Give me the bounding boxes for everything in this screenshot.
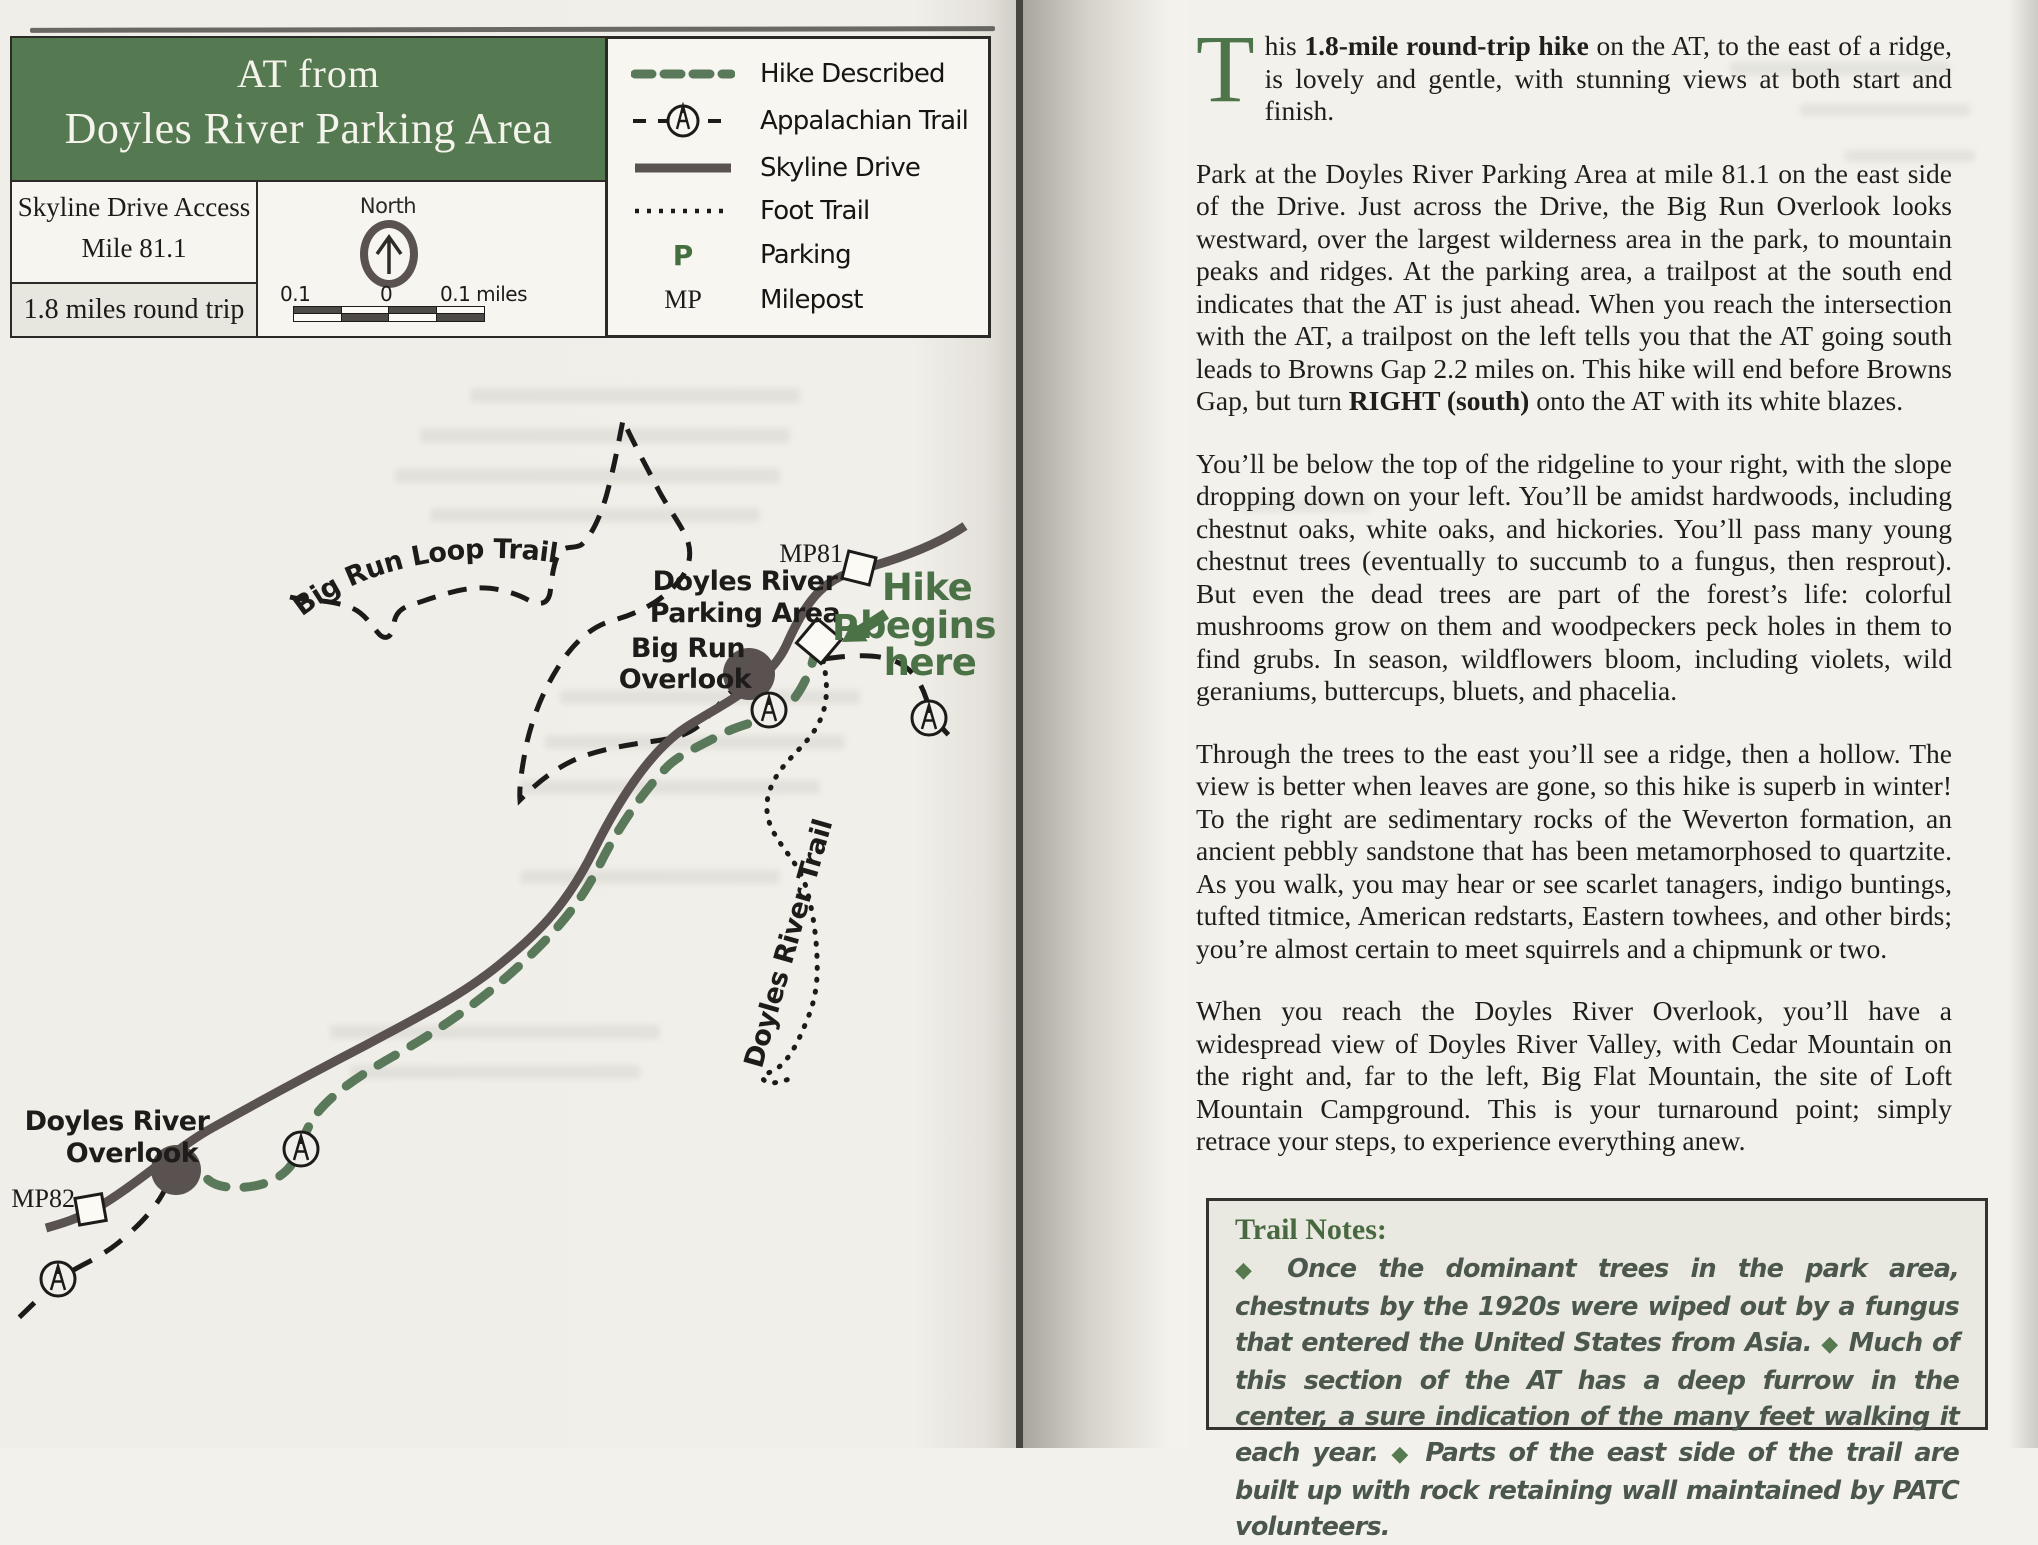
- scale-bar: [293, 306, 485, 322]
- access-info-cell: [10, 180, 258, 284]
- page-gutter-edge: [1016, 0, 1023, 1448]
- page-right-edge-shadow: [2008, 0, 2038, 1448]
- doyles-river-overlook-label-line2: Overlook: [65, 1138, 199, 1169]
- scan-artifact-top-line: [30, 26, 995, 33]
- trail-notes-text: [1235, 1251, 1959, 1545]
- foot-trail-line-icon: [624, 206, 742, 216]
- distance-cell: 1.8 miles round trip: [10, 282, 258, 338]
- drop-cap: T: [1196, 15, 1255, 122]
- paragraph-turnaround: When you reach the Doyles River Overlook, you’ll have a widespread view of Doyles River Valley, with Cedar Mountain on the right and, far to the left, Big Flat Mountain, the site of Loft Mountain Campground. This is your turnaround point; simply retrace your steps, to experience everything anew.: [1196, 995, 1952, 1156]
- legend-item-skyline-drive: Skyline Drive: [624, 153, 988, 183]
- at-marker-icon: [752, 693, 786, 727]
- trail-note-item: Parts of the east side of the trail are built up with rock retaining wall maintained by PATC volunteers.: [1235, 1438, 1960, 1542]
- legend-item-hike-described: Hike Described: [624, 59, 988, 89]
- big-run-loop-trail-label: Big Run Loop Trail: [287, 533, 560, 623]
- parking-area-label-line2: Parking Area: [649, 598, 841, 629]
- scale-center-label: 0: [380, 282, 393, 306]
- access-line2: Mile 81.1: [81, 233, 187, 263]
- milepost-82-label: MP82: [11, 1184, 75, 1213]
- big-run-overlook-label-line1: Big Run: [630, 633, 746, 664]
- milepost-81-label: MP81: [779, 539, 843, 568]
- legend-item-parking: P Parking: [672, 238, 851, 272]
- legend-item-foot-trail: Foot Trail: [624, 196, 988, 226]
- hike-described-path: [204, 644, 817, 1187]
- hike-described-line-icon: [624, 67, 742, 81]
- doyles-river-trail-label: Doyles River Trail: [738, 815, 840, 1072]
- trail-note-item: Much of this section of the AT has a deep furrow in the center, a sure indication of the many feet walking it each year.: [1235, 1328, 1959, 1468]
- left-page: [0, 0, 1016, 1448]
- trail-description-column: [1196, 15, 1952, 1188]
- access-line1: Skyline Drive Access: [17, 192, 251, 222]
- trail-map: [0, 358, 1012, 1448]
- legend-item-appalachian-trail: Appalachian Trail: [624, 102, 988, 140]
- diamond-bullet-icon: ◆: [1391, 1442, 1413, 1467]
- compass-arrow-icon: [368, 228, 410, 280]
- milepost-symbol: MP: [664, 284, 702, 314]
- trail-note-item: Once the dominant trees in the park area, chestnuts by the 1920s were wiped out by a fungus that entered the United States from Asia.: [1235, 1254, 1960, 1358]
- scale-right-label: 0.1 miles: [440, 282, 527, 306]
- paragraph-forest: You’ll be below the top of the ridgeline to your right, with the slope dropping down on your left. You’ll be amidst hardwoods, including chestnut oaks, white oaks, and hickories. You’ll pass many young chestnut trees (eventually to succumb to a fungus, then resprout). But even the dead trees are part of the forest’s life: colorful mushrooms grow on them and woodpeckers peck holes in them to find grubs. In season, wildflowers bloom, including violets, wild geraniums, buttercups, bluets, and phacelia.: [1196, 447, 1952, 706]
- map-legend: [605, 36, 991, 338]
- paragraph-directions: Park at the Doyles River Parking Area at mile 81.1 on the east side of the Drive. Just across the Drive, the Big Run Overlook looks westward, over the largest wilderness area in the park, to mountain peaks and ridges. At the parking area, a trailpost at the south end indicates that the AT is just ahead. When you reach the intersection with the AT, a trailpost on the left tells you that the AT going south leads to Browns Gap 2.2 miles on. This hike will end before Browns Gap, but turn RIGHT (south) onto the AT with its white blazes.: [1196, 157, 1952, 416]
- paragraph-views: Through the trees to the east you’ll see a ridge, then a hollow. The view is better when leaves are gone, so this hike is superb in winter! To the right are sedimentary rocks of the Weverton formation, an ancient pebbly sandstone that has been metamorphosed to quartzite. As you walk, you may hear or see scarlet tanagers, indigo buntings, tufted titmice, American redstarts, Eastern towhees, and other birds; you’re almost certain to meet squirrels and a chipmunk or two.: [1196, 737, 1952, 964]
- milepost-82-marker: [75, 1194, 106, 1225]
- hike-begins-label-line1: Hike: [881, 566, 973, 609]
- map-title-banner: [10, 36, 607, 182]
- parking-area-label-line1: Doyles River: [652, 566, 838, 597]
- parking-symbol: P: [672, 238, 694, 272]
- at-marker-icon: [41, 1262, 75, 1296]
- page-gutter-shadow: [1023, 0, 1188, 1448]
- legend-item-milepost: MP Milepost: [664, 284, 863, 315]
- at-marker-icon: [912, 701, 946, 735]
- skyline-drive-line-icon: [624, 162, 742, 174]
- diamond-bullet-icon: ◆: [1821, 1332, 1840, 1357]
- hike-begins-label-line3: here: [883, 641, 977, 684]
- scale-left-label: 0.1: [280, 282, 311, 306]
- diamond-bullet-icon: ◆: [1235, 1258, 1266, 1283]
- paragraph-intro: [1196, 15, 1952, 128]
- map-title-line2: Doyles River Parking Area: [64, 104, 553, 153]
- parking-p-label: P: [832, 608, 859, 649]
- at-marker-icon: [284, 1132, 318, 1166]
- trail-notes-heading: Trail Notes:: [1235, 1213, 1387, 1246]
- map-title-line1: AT from: [237, 51, 380, 96]
- trail-notes-box: [1206, 1198, 1988, 1542]
- doyles-river-overlook-label-line1: Doyles River: [24, 1106, 210, 1137]
- paragraph-intro-text: his 1.8-mile round-trip hike on the AT, to the east of a ridge, is lovely and gentle, with stunning views at both start and finish.: [1264, 30, 1952, 126]
- appalachian-trail-line-icon: [624, 102, 742, 140]
- big-run-overlook-label-line2: Overlook: [618, 664, 752, 695]
- milepost-81-marker: [842, 551, 876, 585]
- compass-icon: [360, 220, 418, 288]
- hike-begins-label-line2: begins: [859, 604, 997, 647]
- north-label: North: [359, 194, 417, 218]
